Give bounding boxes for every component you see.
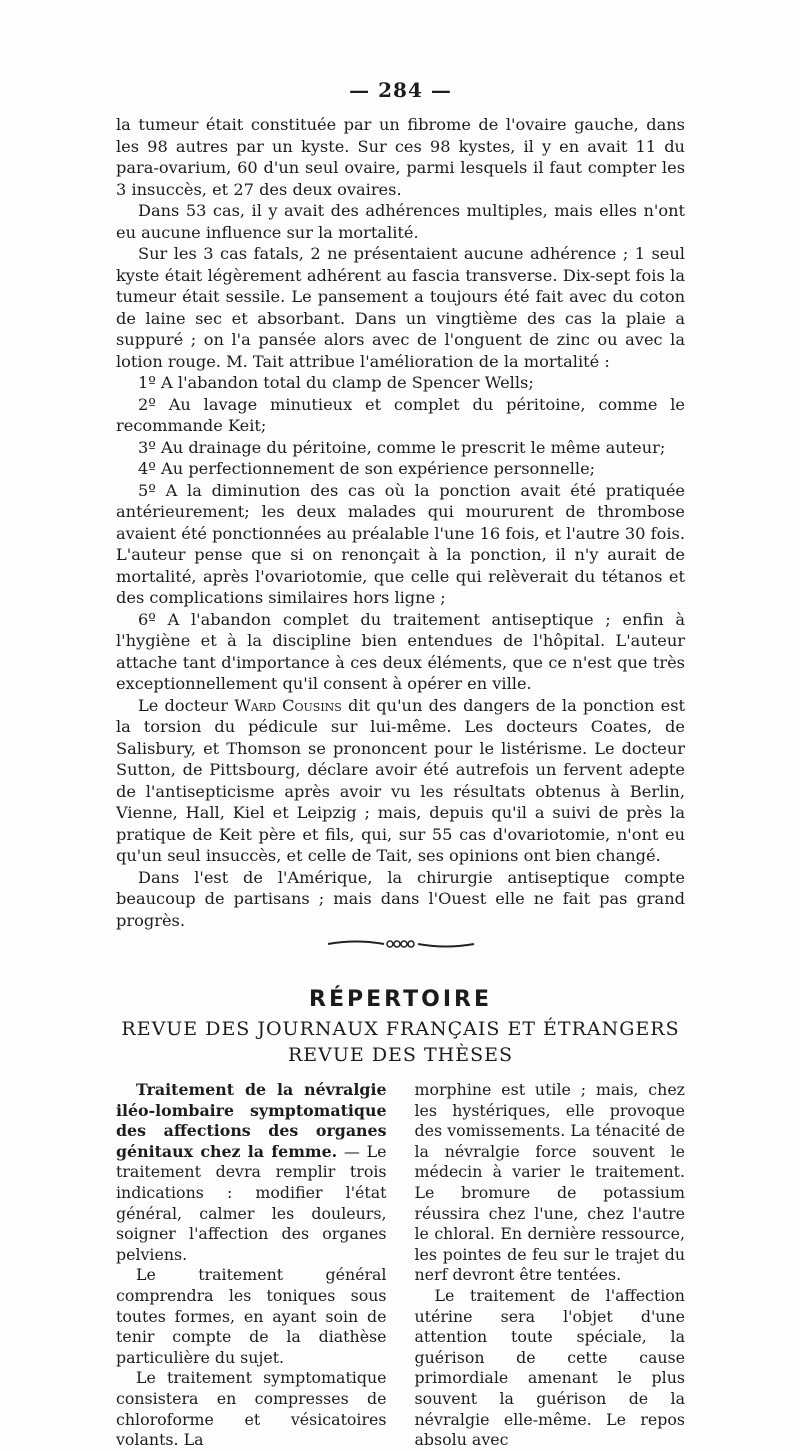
paragraph: Dans 53 cas, il y avait des adhérences multiples, mais elles n'ont eu aucune influence sur la mortalité.: [116, 201, 685, 242]
article-title: Traitement de la névralgie iléo-lombaire symptomatique des affections des organes génitaux chez la femme.: [116, 1080, 387, 1161]
paragraph: Le traitement général comprendra les toniques sous toutes formes, en ayant soin de tenir compte de la diathèse particulière du sujet.: [116, 1265, 387, 1367]
article-opening: [116, 1080, 387, 1265]
paragraph: Le traitement de l'affection utérine sera l'objet d'une attention toute spéciale, la guérison de cette cause primordiale amenant le plus souvent la guérison de la névralgie elle-même. Le repos absolu avec: [414, 1285, 685, 1450]
subsection-title: REVUE DES JOURNAUX FRANÇAIS ET ÉTRANGERS: [121, 1018, 680, 1040]
paragraph: la tumeur était constituée par un fibrome de l'ovaire gauche, dans les 98 autres par un kyste. Sur ces 98 kystes, il y en avait 11 du para-ovarium, 60 d'un seul ovaire, parmi lesquels il faut compter les 3 insuccès, et 27 des deux ovaires.: [116, 115, 685, 199]
right-column: [415, 1080, 686, 1451]
paragraph: morphine est utile ; mais, chez les hystériques, elle provoque des vomissements. La ténacité de la névralgie force souvent le médecin à varier le traitement. Le bromure de potassium réussira chez l'une, chez l'autre le chloral. En dernière ressource, les pointes de feu sur le trajet du nerf devront être tentées.: [414, 1080, 685, 1285]
paragraph: Dans l'est de l'Amérique, la chirurgie antiseptique compte beaucoup de partisans ; mais dans l'Ouest elle ne fait pas grand progrès.: [116, 867, 685, 930]
list-item: 3º Au drainage du péritoine, comme le prescrit le même auteur;: [138, 437, 666, 457]
section-title: RÉPERTOIRE: [309, 987, 492, 1012]
paragraph: Sur les 3 cas fatals, 2 ne présentaient aucune adhérence ; 1 seul kyste était légèrement adhérent au fascia transverse. Dix-sept fois la tumeur était sessile. Le pansement a toujours été fait avec du coton de laine sec et absorbant. Dans un vingtième des cas la plaie a suppuré ; on l'a pansée alors avec de l'onguent de zinc ou avec la lotion rouge. M. Tait attribue l'amélioration de la mortalité :: [116, 244, 685, 371]
title-dash: —: [337, 1141, 367, 1161]
list-item: 4º Au perfectionnement de son expérience personnelle;: [138, 459, 596, 478]
paragraph-lead: Le docteur: [138, 695, 235, 715]
ornamental-divider: [116, 937, 685, 951]
page-number: — 284 —: [349, 78, 452, 102]
article-text: Le traitement devra remplir trois indications : modifier l'état général, calmer les douleurs, soigner l'affection des organes pelviens.: [116, 1141, 387, 1264]
paragraph: Le traitement symptomatique consistera en compresses de chloroforme et vésicatoires volants. La: [116, 1368, 387, 1450]
person-name: Ward Cousins: [234, 695, 342, 715]
left-column: [116, 1080, 387, 1451]
divider-ornament-icon: [326, 937, 476, 951]
two-column-text: [116, 1080, 685, 1451]
main-text: [116, 114, 685, 931]
paragraph-rest: dit qu'un des dangers de la ponction est la torsion du pédicule sur lui-même. Les docteurs Coates, de Salisbury, et Thomson se prononcent pour le listérisme. Le docteur Sutton, de Pittsbourg, déclare avoir été autrefois un fervent adepte de l'antisepticisme après avoir vu les résultats obtenus à Berlin, Vienne, Hall, Kiel et Leipzig ; mais, depuis qu'il a suivi de près la pratique de Keit père et fils, qui, sur 55 cas d'ovariotomie, n'ont eu qu'un seul insuccès, et celle de Tait, ses opinions ont bien changé.: [116, 695, 686, 865]
subsubsection-title: REVUE DES THÈSES: [288, 1044, 513, 1066]
list-item: 2º Au lavage minutieux et complet du péritoine, comme le recommande Keit;: [116, 394, 685, 435]
list-item: 6º A l'abandon complet du traitement antiseptique ; enfin à l'hygiène et à la discipline bien entendues de l'hôpital. L'auteur attache tant d'importance à ces deux éléments, que ce n'est que très exceptionnellement qu'il consent à opérer en ville.: [116, 609, 685, 693]
paragraph: [116, 695, 685, 867]
list-item: 1º A l'abandon total du clamp de Spencer Wells;: [138, 373, 534, 392]
list-item: 5º A la diminution des cas où la ponction avait été pratiquée antérieurement; les deux malades qui moururent de thrombose avaient été ponctionnées au préalable l'une 16 fois, et l'autre 30 fois. L'auteur pense que si on renonçait à la ponction, il n'y aurait de mortalité, après l'ovariotomie, que celle qui relèverait du tétanos et des complications similaires hors ligne ;: [116, 480, 685, 607]
